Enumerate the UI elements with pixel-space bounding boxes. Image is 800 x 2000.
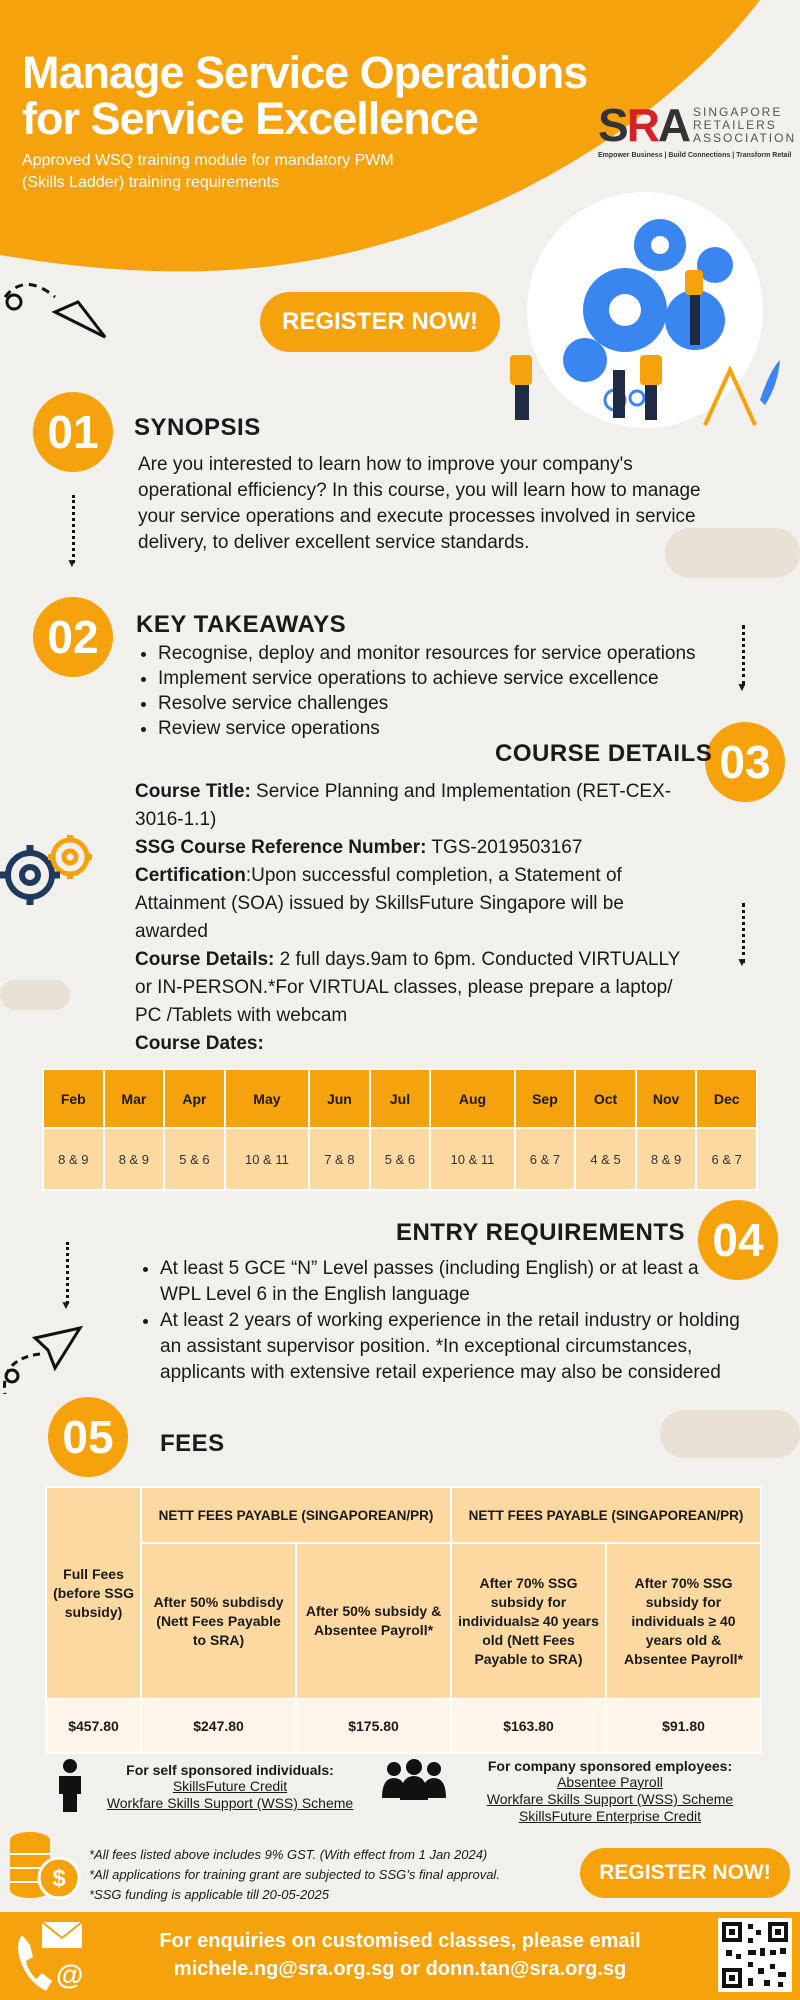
course-dates-table bbox=[42, 1068, 758, 1191]
entry-requirements-title: ENTRY REQUIREMENTS bbox=[395, 1219, 685, 1246]
fee-value: $163.80 bbox=[451, 1699, 606, 1753]
date-cell: 10 & 11 bbox=[225, 1128, 309, 1190]
company-sponsored-title: For company sponsored employees: bbox=[487, 1758, 733, 1774]
page-title: Manage Service Operations for Service Excellence bbox=[22, 47, 588, 144]
month-cell: May bbox=[225, 1069, 309, 1128]
dotted-connector bbox=[72, 495, 75, 563]
gears-icon bbox=[0, 825, 100, 925]
paper-plane-icon bbox=[0, 1318, 85, 1398]
month-cell: Jun bbox=[309, 1069, 370, 1128]
date-cell: 8 & 9 bbox=[636, 1128, 697, 1190]
course-details-title: COURSE DETAILS bbox=[495, 740, 713, 767]
date-cell: 5 & 6 bbox=[370, 1128, 431, 1190]
fees-table bbox=[45, 1486, 762, 1754]
fee-value: $457.80 bbox=[46, 1699, 141, 1753]
cloud-decoration bbox=[0, 980, 70, 1010]
date-cell: 8 & 9 bbox=[43, 1128, 104, 1190]
course-schedule-row: Course Details: 2 full days.9am to 6pm. Conducted VIRTUALLY or IN-PERSON.*For VIRTUAL classes, please prepare a laptop/ PC /Tablets with webcam bbox=[135, 949, 680, 1026]
footer-enquiry-text: For enquiries on customised classes, please email michele.ng@sra.org.sg or donn.tan@sra.org.sg bbox=[120, 1927, 680, 1983]
ssg-reference-row: SSG Course Reference Number: TGS-2019503167 bbox=[135, 837, 583, 858]
contact-email-icon bbox=[12, 1920, 92, 1992]
date-cell: 4 & 5 bbox=[575, 1128, 636, 1190]
arrow-down-icon: ▼ bbox=[736, 955, 748, 969]
course-dates-label: Course Dates: bbox=[135, 1033, 264, 1054]
fees-column-header: After 70% SSG subsidy for individuals≥ 40 years old (Nett Fees Payable to SRA) bbox=[451, 1543, 606, 1699]
svg-text:@: @ bbox=[56, 1959, 84, 1990]
takeaways-title: KEY TAKEAWAYS bbox=[136, 611, 347, 638]
list-item: • Resolve service challenges bbox=[158, 691, 748, 716]
person-icon bbox=[55, 1758, 85, 1814]
wss-scheme-link[interactable]: Workfare Skills Support (WSS) Scheme bbox=[106, 1795, 354, 1811]
month-cell: Sep bbox=[515, 1069, 576, 1128]
cloud-decoration bbox=[660, 1410, 800, 1458]
cloud-decoration bbox=[665, 528, 800, 578]
month-cell: Oct bbox=[575, 1069, 636, 1128]
fees-column-header: After 70% SSG subsidy for individuals ≥ 40 years old & Absentee Payroll* bbox=[606, 1543, 761, 1699]
list-item: • At least 5 GCE “N” Level passes (including English) or at least a WPL Level 6 in the English language bbox=[160, 1256, 740, 1308]
synopsis-title: SYNOPSIS bbox=[134, 414, 261, 441]
section-number-02: 02 bbox=[33, 597, 113, 677]
list-item: • At least 2 years of working experience in the retail industry or holding an assistant supervisor position. *In exceptional circumstances, applicants with extensive retail experience may also be considered bbox=[160, 1308, 740, 1386]
page-subtitle: Approved WSQ training module for mandatory PWM (Skills Ladder) training requirements bbox=[22, 152, 394, 191]
month-cell: Dec bbox=[696, 1069, 757, 1128]
sra-logo bbox=[598, 99, 797, 166]
absentee-payroll-link[interactable]: Absentee Payroll bbox=[557, 1774, 663, 1790]
register-button-top[interactable]: REGISTER NOW! bbox=[260, 292, 500, 352]
month-cell: Feb bbox=[43, 1069, 104, 1128]
fee-value: $175.80 bbox=[296, 1699, 451, 1753]
sra-logo-name: SINGAPORE RETAILERS ASSOCIATION bbox=[693, 105, 797, 145]
fees-column-header: After 50% subdisdy (Nett Fees Payable to SRA) bbox=[141, 1543, 296, 1699]
fees-group-header: NETT FEES PAYABLE (SINGAPOREAN/PR) bbox=[141, 1487, 451, 1543]
fee-notes bbox=[89, 1845, 569, 1905]
list-item: • Recognise, deploy and monitor resources for service operations bbox=[158, 641, 748, 666]
fees-group-header: NETT FEES PAYABLE (SINGAPOREAN/PR) bbox=[451, 1487, 761, 1543]
month-cell: Aug bbox=[430, 1069, 514, 1128]
fees-column-header: After 50% subsidy & Absentee Payroll* bbox=[296, 1543, 451, 1699]
section-number-01: 01 bbox=[33, 392, 113, 472]
date-cell: 8 & 9 bbox=[104, 1128, 165, 1190]
arrow-down-icon: ▼ bbox=[66, 556, 78, 570]
skillsfuture-enterprise-credit-link[interactable]: SkillsFuture Enterprise Credit bbox=[518, 1808, 702, 1824]
sra-logo-mark: SRA bbox=[598, 99, 690, 151]
paper-plane-icon bbox=[0, 272, 115, 342]
dotted-connector bbox=[742, 625, 745, 685]
fee-value: $91.80 bbox=[606, 1699, 761, 1753]
arrow-down-icon: ▼ bbox=[60, 1298, 72, 1312]
team-gears-illustration bbox=[505, 170, 785, 440]
fee-note: *SSG funding is applicable till 20-05-2025 bbox=[89, 1887, 329, 1902]
company-sponsored-info bbox=[455, 1758, 765, 1825]
synopsis-text: Are you interested to learn how to improve your company's operational efficiency? In this course, you will learn how to manage your service operations and execute processes involved in service delivery, to deliver excellent service standards. bbox=[138, 454, 701, 553]
section-number-05: 05 bbox=[48, 1397, 128, 1477]
fee-note: *All applications for training grant are subjected to SSG’s final approval. bbox=[89, 1867, 500, 1882]
self-sponsored-title: For self sponsored individuals: bbox=[126, 1762, 334, 1778]
svg-text:$: $ bbox=[52, 1865, 66, 1892]
date-cell: 10 & 11 bbox=[430, 1128, 514, 1190]
register-button-bottom[interactable]: REGISTER NOW! bbox=[580, 1848, 790, 1898]
dotted-connector bbox=[66, 1242, 69, 1304]
list-item: • Implement service operations to achieve service excellence bbox=[158, 666, 748, 691]
section-number-03: 03 bbox=[705, 722, 785, 802]
coins-icon bbox=[5, 1826, 83, 1906]
certification-row: Certification:Upon successful completion, a Statement of Attainment (SOA) issued by SkillsFuture Singapore will be awarded bbox=[135, 865, 624, 942]
month-cell: Apr bbox=[164, 1069, 225, 1128]
fees-header-full: Full Fees (before SSG subsidy) bbox=[46, 1487, 141, 1699]
fee-value: $247.80 bbox=[141, 1699, 296, 1753]
date-cell: 6 & 7 bbox=[696, 1128, 757, 1190]
qr-code[interactable] bbox=[718, 1918, 792, 1992]
course-details-text bbox=[135, 778, 700, 1058]
course-title-row: Course Title: Service Planning and Implementation (RET-CEX-3016-1.1) bbox=[135, 781, 672, 830]
entry-requirements-list bbox=[138, 1256, 740, 1386]
date-cell: 6 & 7 bbox=[515, 1128, 576, 1190]
date-cell: 7 & 8 bbox=[309, 1128, 370, 1190]
section-number-04: 04 bbox=[698, 1200, 778, 1280]
month-cell: Nov bbox=[636, 1069, 697, 1128]
month-cell: Jul bbox=[370, 1069, 431, 1128]
dotted-connector bbox=[742, 903, 745, 963]
arrow-down-icon: ▼ bbox=[736, 680, 748, 694]
footer-email[interactable]: michele.ng@sra.org.sg or donn.tan@sra.org.sg bbox=[173, 1958, 627, 1980]
fees-title: FEES bbox=[160, 1430, 225, 1457]
group-icon bbox=[380, 1758, 448, 1804]
list-item: • Review service operations bbox=[158, 716, 748, 741]
month-cell: Mar bbox=[104, 1069, 165, 1128]
fee-note: *All fees listed above includes 9% GST. (With effect from 1 Jan 2024) bbox=[89, 1847, 488, 1862]
sra-logo-tagline: Empower Business | Build Connections | Transform Retail bbox=[598, 152, 792, 159]
date-cell: 5 & 6 bbox=[164, 1128, 225, 1190]
takeaways-list bbox=[136, 641, 748, 741]
wss-scheme-link[interactable]: Workfare Skills Support (WSS) Scheme bbox=[486, 1791, 734, 1807]
self-sponsored-info bbox=[90, 1762, 370, 1812]
skillsfuture-credit-link[interactable]: SkillsFuture Credit bbox=[172, 1778, 288, 1794]
